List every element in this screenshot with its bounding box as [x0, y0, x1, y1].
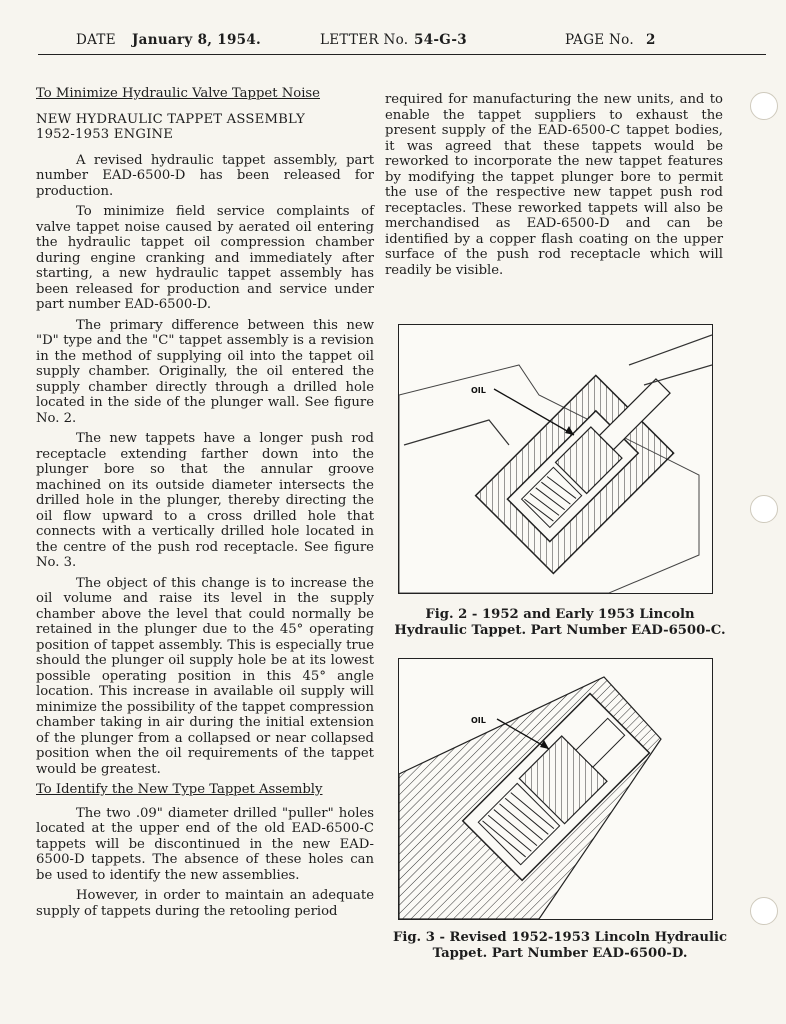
- binder-hole-top: [750, 92, 778, 120]
- letter-label: LETTER No.: [320, 32, 409, 48]
- section-heading-identify: To Identify the New Type Tappet Assembly: [36, 782, 323, 797]
- paragraph: A revised hydraulic tappet assembly, part number EAD-6500-D has been released for production.: [36, 152, 374, 199]
- date-label: DATE: [76, 32, 116, 48]
- article-title-line1: NEW HYDRAULIC TAPPET ASSEMBLY: [36, 111, 306, 127]
- date-value: January 8, 1954.: [132, 32, 262, 48]
- paragraph: required for manufacturing the new units, and to enable the tappet suppliers to exhaust the present supply of the EAD-6500-C tappet bodies, it was agreed that these tappets would be reworked to incorporate the new tappet features by modifying the tappet plunger bore to permit the use of the respective new tappet push rod receptacles. These reworked tappets will also be merchandised as EAD-6500-D and can be identified by a copper flash coating on the upper surface of the push rod receptacle which will readily be visible.: [385, 92, 723, 278]
- binder-hole-middle: [750, 495, 778, 523]
- page-value: 2: [646, 32, 656, 48]
- left-column: [36, 86, 374, 924]
- figure-3-caption: Fig. 3 - Revised 1952-1953 Lincoln Hydraulic Tappet. Part Number EAD-6500-D.: [392, 930, 728, 961]
- paragraph: However, in order to maintain an adequate supply of tappets during the retooling period: [36, 888, 374, 919]
- article-title-line2: 1952-1953 ENGINE: [36, 127, 174, 142]
- article-title: [36, 112, 374, 143]
- page-label: PAGE No.: [565, 32, 634, 48]
- figure-2-oil-label: OIL: [471, 386, 486, 395]
- paragraph: The new tappets have a longer push rod receptacle extending farther down into the plunger bore so that the annular groove machined on its outside diameter intersects the drilled hole in the plunger, thereby directing the oil flow upward to a cross drilled hole that connects with a vertically drilled hole located in the centre of the push rod receptacle. See figure No. 3.: [36, 431, 374, 570]
- binder-hole-bottom: [750, 897, 778, 925]
- figure-3-oil-label: OIL: [471, 716, 486, 725]
- paragraph: To minimize field service complaints of valve tappet noise caused by aerated oil entering the hydraulic tappet oil compression chamber during engine cranking and immediately after starting, a new hydraulic tappet assembly has been released for production and service under part number EAD-6500-D.: [36, 204, 374, 312]
- section-heading-noise: To Minimize Hydraulic Valve Tappet Noise: [36, 86, 320, 101]
- figure-2-caption: Fig. 2 - 1952 and Early 1953 Lincoln Hydraulic Tappet. Part Number EAD-6500-C.: [394, 607, 726, 638]
- paragraph: The two .09" diameter drilled "puller" holes located at the upper end of the old EAD-6500-C tappets will be discontinued in the new EAD-6500-D tappets. The absence of these holes can be used to identify the new assemblies.: [36, 805, 374, 883]
- letter-value: 54-G-3: [414, 32, 467, 48]
- letter-header: [38, 30, 766, 55]
- right-column: [385, 92, 723, 283]
- paragraph: The object of this change is to increase the oil volume and raise its level in the supply chamber above the level that could normally be retained in the plunger due to the 45° operating position of tappet assembly. This is especially true should the plunger oil supply hole be at its lowest possible operating position in this 45° angle location. This increase in available oil supply will minimize the possibility of the tappet compression chamber taking in air during the initial extension of the plunger from a collapsed or near collapsed position when the oil requirements of the tappet would be greatest.: [36, 575, 374, 777]
- figure-3-illustration: [398, 658, 713, 920]
- paragraph: The primary difference between this new "D" type and the "C" tappet assembly is a revision in the method of supplying oil into the tappet oil supply chamber. Originally, the oil entered the supply chamber directly through a drilled hole located in the side of the plunger wall. See figure No. 2.: [36, 317, 374, 426]
- figure-2-illustration: [398, 324, 713, 594]
